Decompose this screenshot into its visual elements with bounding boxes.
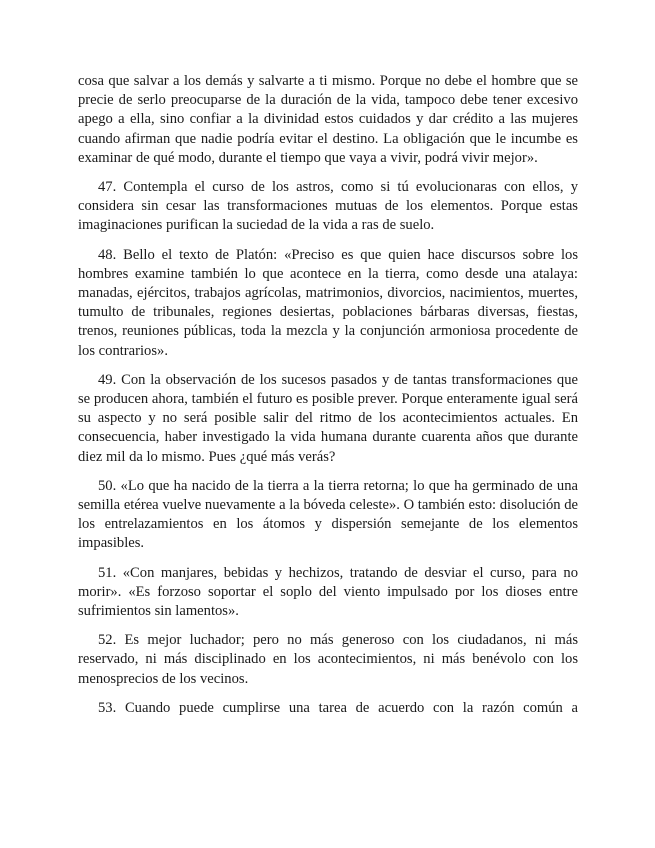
paragraph-53: 53. Cuando puede cumplirse una tarea de acuerdo con la razón común a: [98, 699, 578, 716]
paragraph-52: 52. Es mejor luchador; pero no más generoso con los ciudadanos, ni más reservado, ni más disciplinado en los acontecimientos, ni más benévolo con los menosprecios de los vecinos.: [78, 632, 578, 687]
paragraph-continuation: cosa que salvar a los demás y salvarte a ti mismo. Porque no debe el hombre que se precie de serlo preocuparse de la duración de la vida, tampoco debe tener excesivo apego a ella, sino confiar a la divinidad estos cuidados y dar crédito a las mujeres cuando afirman que nadie podría evitar el destino. La obligación que le incumbe es examinar de qué modo, durante el tiempo que vaya a vivir, podrá vivir mejor».: [78, 73, 578, 166]
paragraph-51: 51. «Con manjares, bebidas y hechizos, tratando de desviar el curso, para no morir». «Es forzoso soportar el soplo del viento impulsado por los dioses entre sufrimientos sin lamentos».: [78, 564, 578, 620]
paragraph-48: 48. Bello el texto de Platón: «Preciso es que quien hace discursos sobre los hombres examine también lo que acontece en la tierra, como desde una atalaya: manadas, ejércitos, trabajos agrícolas, matrimonios, divorcios, nacimientos, muertes, tumulto de tribunales, regiones desiertas, poblaciones bárbaras diversas, fiestas, trenos, reuniones públicas, toda la mezcla y la conjunción armoniosa procedente de los contrarios».: [78, 246, 578, 359]
paragraph-47: 47. Contempla el curso de los astros, como si tú evolucionaras con ellos, y considera sin cesar las transformaciones mutuas de los elementos. Porque estas imaginaciones purifican la suciedad de la vida a ras de suelo.: [78, 179, 578, 234]
paragraph-50: 50. «Lo que ha nacido de la tierra a la tierra retorna; lo que ha germinado de una semilla etérea vuelve nuevamente a la bóveda celeste». O también esto: disolución de los entrelazamientos en los átomos y dispersión semejante de los elementos impasibles.: [78, 477, 578, 552]
paragraph-49: 49. Con la observación de los sucesos pasados y de tantas transformaciones que se producen ahora, también el futuro es posible prever. Porque enteramente igual será su aspecto y no será posible salir del ritmo de los acontecimientos actuales. En consecuencia, haber investigado la vida humana durante cuarenta años que durante diez mil da lo mismo. Pues ¿qué más verás?: [78, 371, 578, 465]
document-page: [78, 72, 578, 728]
